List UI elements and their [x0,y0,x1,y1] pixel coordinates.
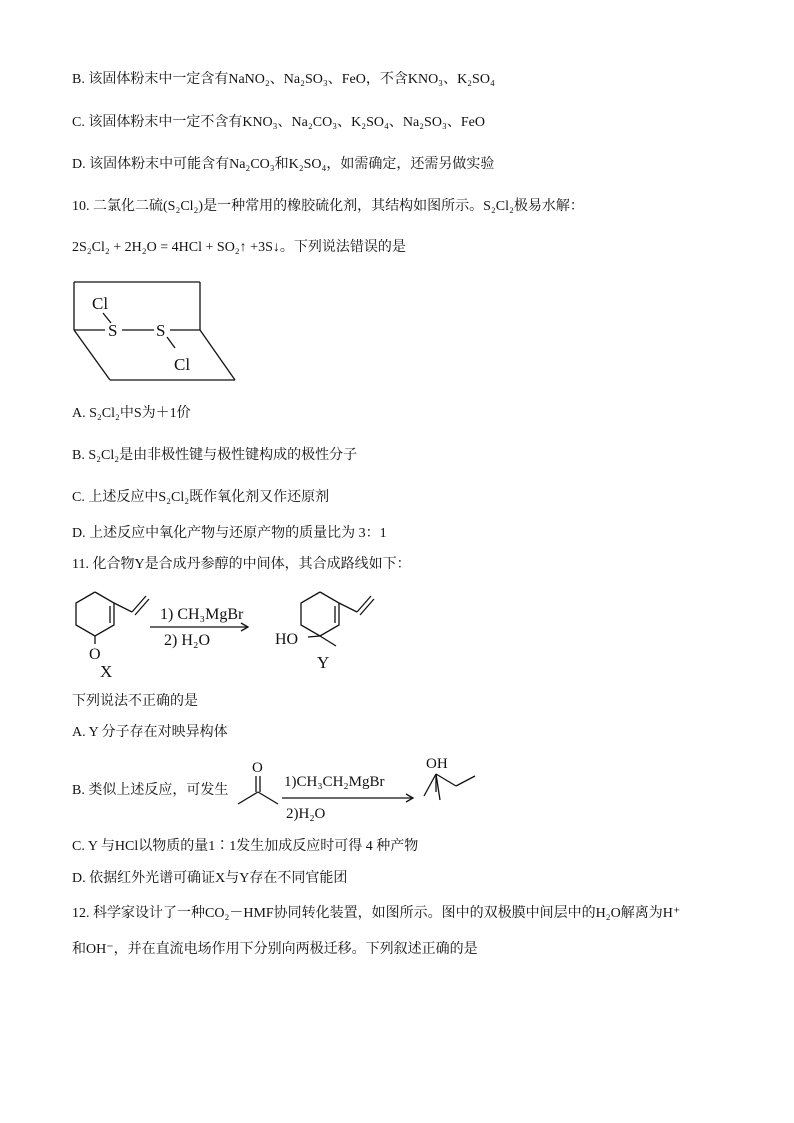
q10-option-c: C. 上述反应中S₂Cl₂既作氧化剂又作还原剂 [72,490,330,505]
cl-top-label: Cl [92,294,109,313]
cl-bottom-label: Cl [174,355,191,374]
q9-option-b: B. 该固体粉末中一定含有NaNO₂、Na₂SO₃、FeO，不含KNO₃、K₂SO₄ [72,72,495,87]
q10-option-a: A. S₂Cl₂中S为＋1价 [72,406,191,421]
q10-option-b: B. S₂Cl₂是由非极性键与极性键构成的极性分子 [72,448,358,463]
q10-equation: 2S₂Cl₂ + 2H₂O = 4HCl + SO₂↑ +3S↓。下列说法错误的是 [72,240,406,255]
q10-option-d: D. 上述反应中氧化产物与还原产物的质量比为 3：1 [72,526,387,541]
q11-question: 下列说法不正确的是 [72,694,198,709]
q12-stem-continued: 和OH⁻，并在直流电场作用下分别向两极迁移。下列叙述正确的是 [72,942,478,957]
s-left-label: S [108,321,118,340]
s2cl2-structure-figure [70,280,240,384]
product-oh-label: OH [426,756,448,772]
reagent-step-2: 2) H₂O [164,632,211,649]
option-b-reagent-1: 1)CH₃CH₂MgBr [284,774,385,790]
q9-option-c: C. 该固体粉末中一定不含有KNO₃、Na₂CO₃、K₂SO₄、Na₂SO₃、FeO [72,115,485,130]
q10-stem: 10. 二氯化二硫(S₂Cl₂)是一种常用的橡胶硫化剂，其结构如图所示。S₂Cl₂极易水解： [72,199,584,214]
q11-synthesis-scheme [70,580,390,682]
q12-stem: 12. 科学家设计了一种CO₂－HMF协同转化装置，如图所示。图中的双极膜中间层中的H₂O解离为H⁺ [72,906,681,921]
reagent-step-1: 1) CH₃MgBr [160,606,244,623]
q11-option-b-reaction [228,752,488,828]
q11-stem: 11. 化合物Y是合成丹参醇的中间体，其合成路线如下： [72,557,411,572]
acetone-o-label: O [252,760,263,776]
compound-x-label: X [100,662,113,681]
s-right-label: S [156,321,166,340]
q11-option-b: B. 类似上述反应，可发生 [72,783,229,798]
x-carbonyl-o-label: O [89,646,101,663]
q11-option-c: C. Y 与HCl以物质的量1∶1发生加成反应时可得 4 种产物 [72,839,419,854]
q9-option-d: D. 该固体粉末中可能含有Na₂CO₃和K₂SO₄，如需确定，还需另做实验 [72,157,495,172]
y-hydroxyl-label: HO [275,631,299,648]
compound-y-label: Y [317,653,330,672]
option-b-reagent-2: 2)H₂O [286,806,326,822]
q11-option-a: A. Y 分子存在对映异构体 [72,725,228,740]
q11-option-d: D. 依据红外光谱可确证X与Y存在不同官能团 [72,871,348,886]
